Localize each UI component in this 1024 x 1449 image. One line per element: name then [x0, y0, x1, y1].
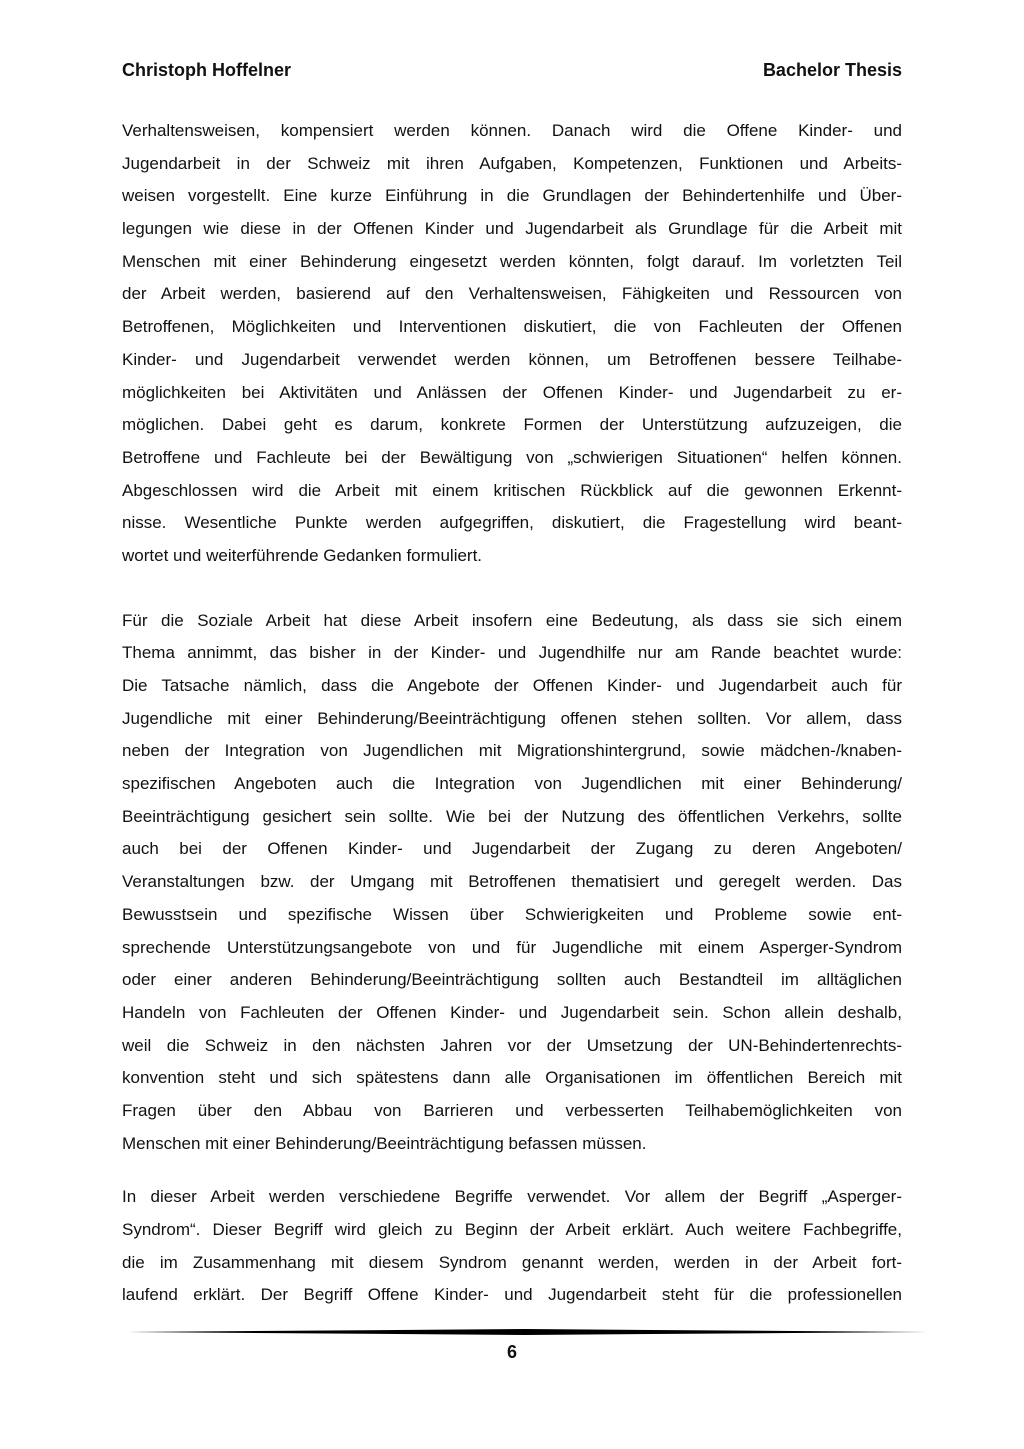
text-line: Menschen mit einer Behinderung eingesetzt werden könnten, folgt darauf. Im vorletzten Teil	[122, 251, 902, 271]
text-line: Beeinträchtigung gesichert sein sollte. Wie bei der Nutzung des öffentlichen Verkehrs, sollte	[122, 806, 902, 826]
text-line: laufend erklärt. Der Begriff Offene Kinder- und Jugendarbeit steht für die professionellen	[122, 1285, 902, 1305]
footer-divider	[122, 1327, 928, 1337]
text-line: Kinder- und Jugendarbeit verwendet werden können, um Betroffenen bessere Teilhabe-	[122, 349, 902, 369]
header-doc-type: Bachelor Thesis	[762, 60, 902, 80]
text-line: Abgeschlossen wird die Arbeit mit einem kritischen Rückblick auf die gewonnen Erkennt-	[122, 480, 902, 500]
text-line: weil die Schweiz in den nächsten Jahren vor der Umsetzung der UN-Behindertenrechts-	[122, 1035, 902, 1055]
text-line: Menschen mit einer Behinderung/Beeinträchtigung befassen müssen.	[122, 1133, 647, 1153]
text-line: Bewusstsein und spezifische Wissen über Schwierigkeiten und Probleme sowie ent-	[122, 904, 902, 924]
page-header	[122, 60, 902, 88]
text-line: legungen wie diese in der Offenen Kinder und Jugendarbeit als Grundlage für die Arbeit mit	[122, 219, 902, 239]
paragraph	[122, 605, 902, 1161]
text-line: Jugendarbeit in der Schweiz mit ihren Aufgaben, Kompetenzen, Funktionen und Arbeits-	[122, 153, 902, 173]
text-line: Veranstaltungen bzw. der Umgang mit Betroffenen thematisiert und geregelt werden. Das	[122, 872, 902, 892]
text-line: In dieser Arbeit werden verschiedene Begriffe verwendet. Vor allem der Begriff „Asperger-	[122, 1187, 902, 1207]
text-line: auch bei der Offenen Kinder- und Jugendarbeit der Zugang zu deren Angeboten/	[122, 839, 902, 859]
text-line: möglichkeiten bei Aktivitäten und Anlässen der Offenen Kinder- und Jugendarbeit zu er-	[122, 382, 902, 402]
text-line: neben der Integration von Jugendlichen mit Migrationshintergrund, sowie mädchen-/knaben-	[122, 741, 902, 761]
text-line: wortet und weiterführende Gedanken formuliert.	[122, 545, 483, 565]
text-line: Für die Soziale Arbeit hat diese Arbeit insofern eine Bedeutung, als dass sie sich einem	[122, 610, 902, 630]
text-line: der Arbeit werden, basierend auf den Verhaltensweisen, Fähigkeiten und Ressourcen von	[122, 284, 902, 304]
text-line: oder einer anderen Behinderung/Beeinträchtigung sollten auch Bestandteil im alltäglichen	[122, 970, 902, 990]
text-line: weisen vorgestellt. Eine kurze Einführung in die Grundlagen der Behindertenhilfe und Über-	[122, 186, 902, 206]
paragraph-gap	[122, 1160, 902, 1181]
text-line: die im Zusammenhang mit diesem Syndrom genannt werden, werden in der Arbeit fort-	[122, 1252, 902, 1272]
text-line: Thema annimmt, das bisher in der Kinder- und Jugendhilfe nur am Rande beachtet wurde:	[122, 643, 902, 663]
header-author: Christoph Hoffelner	[122, 60, 291, 80]
text-line: möglichen. Dabei geht es darum, konkrete Formen der Unterstützung aufzuzeigen, die	[122, 415, 902, 435]
text-line: Jugendliche mit einer Behinderung/Beeinträchtigung offenen stehen sollten. Vor allem, dass	[122, 708, 902, 728]
text-line: sprechende Unterstützungsangebote von und für Jugendliche mit einem Asperger-Syndrom	[122, 937, 902, 957]
page-number: 6	[506, 1342, 517, 1362]
text-line: konvention steht und sich spätestens dann alle Organisationen im öffentlichen Bereich mit	[122, 1068, 902, 1088]
text-line: Die Tatsache nämlich, dass die Angebote der Offenen Kinder- und Jugendarbeit auch für	[122, 676, 902, 695]
text-line: spezifischen Angeboten auch die Integration von Jugendlichen mit einer Behinderung/	[122, 774, 902, 794]
text-line: Fragen über den Abbau von Barrieren und verbesserten Teilhabemöglichkeiten von	[122, 1100, 902, 1120]
text-line: Betroffene und Fachleute bei der Bewältigung von „schwierigen Situationen“ helfen können.	[122, 447, 902, 467]
text-line: nisse. Wesentliche Punkte werden aufgegriffen, diskutiert, die Fragestellung wird beant-	[122, 513, 902, 533]
text-line: Syndrom“. Dieser Begriff wird gleich zu Beginn der Arbeit erklärt. Auch weitere Fachbegriffe,	[122, 1220, 902, 1239]
paragraph	[122, 1181, 902, 1312]
paragraph-gap	[122, 573, 902, 605]
paragraph	[122, 115, 902, 573]
body-text	[122, 115, 902, 1312]
text-line: Betroffenen, Möglichkeiten und Interventionen diskutiert, die von Fachleuten der Offenen	[122, 317, 902, 337]
text-line: Handeln von Fachleuten der Offenen Kinder- und Jugendarbeit sein. Schon allein deshalb,	[122, 1002, 902, 1022]
text-line: Verhaltensweisen, kompensiert werden können. Danach wird die Offene Kinder- und	[122, 121, 902, 140]
